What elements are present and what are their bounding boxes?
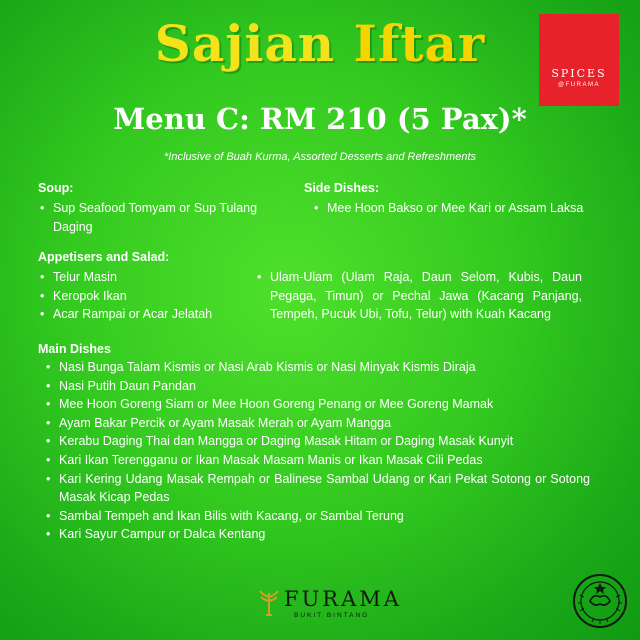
side-dishes-title: Side Dishes: — [304, 181, 380, 195]
list-item: • Kerabu Daging Thai dan Mangga or Daging Masak Hitam or Daging Masak Kunyit — [44, 432, 590, 451]
spices-logo — [539, 14, 619, 106]
soup-list — [38, 199, 274, 236]
main-dishes-title: Main Dishes — [38, 342, 111, 356]
list-item: • Keropok Ikan — [38, 287, 264, 306]
inclusion-note: *Inclusive of Buah Kurma, Assorted Desserts and Refreshments — [163, 151, 476, 163]
list-item: • Acar Rampai or Acar Jelatah — [38, 305, 264, 324]
spices-logo-sub: @FURAMA — [558, 81, 600, 88]
furama-logo — [258, 585, 402, 629]
furama-brand-name: FURAMA — [284, 587, 402, 611]
list-item: • Kari Ikan Terengganu or Ikan Masak Masam Manis or Ikan Masak Cili Pedas — [44, 451, 590, 470]
appetisers-left-list — [38, 268, 264, 324]
list-item: • Nasi Putih Daun Pandan — [44, 377, 590, 396]
appetisers-title: Appetisers and Salad: — [38, 250, 170, 264]
list-item: • Kari Kering Udang Masak Rempah or Balinese Sambal Udang or Kari Pekat Sotong or Sotong Masak Kicap Pedas — [44, 470, 590, 507]
halal-seal-icon — [572, 573, 628, 629]
menu-price-heading: Menu C: RM 210 (5 Pax)* — [113, 102, 527, 136]
soup-title: Soup: — [38, 181, 74, 195]
furama-location: BUKIT BINTANG — [294, 612, 370, 619]
list-item: • Sup Seafood Tomyam or Sup Tulang Daging — [38, 199, 274, 236]
spices-logo-name: SPICES — [551, 66, 607, 80]
main-dishes-list — [44, 358, 590, 544]
side-dishes-list — [312, 199, 602, 218]
furama-tree-icon — [258, 589, 280, 617]
list-item: • Ulam-Ulam (Ulam Raja, Daun Selom, Kubis, Daun Pegaga, Timun) or Pechal Jawa (Kacang Panjang, Tempeh, Pucuk Ubi, Tofu, Telur) with Kuah Kacang — [255, 268, 582, 324]
appetisers-right-list — [255, 268, 582, 324]
list-item: • Ayam Bakar Percik or Ayam Masak Merah or Ayam Mangga — [44, 414, 590, 433]
list-item: • Mee Hoon Goreng Siam or Mee Hoon Goreng Penang or Mee Goreng Mamak — [44, 395, 590, 414]
list-item: • Sambal Tempeh and Ikan Bilis with Kacang, or Sambal Terung — [44, 507, 590, 526]
list-item: • Telur Masin — [38, 268, 264, 287]
title-word-sajian: Sajian — [154, 14, 336, 73]
title-word-iftar: Iftar — [353, 14, 486, 73]
list-item: • Kari Sayur Campur or Dalca Kentang — [44, 525, 590, 544]
list-item: • Mee Hoon Bakso or Mee Kari or Assam Laksa — [312, 199, 602, 218]
list-item: • Nasi Bunga Talam Kismis or Nasi Arab Kismis or Nasi Minyak Kismis Diraja — [44, 358, 590, 377]
